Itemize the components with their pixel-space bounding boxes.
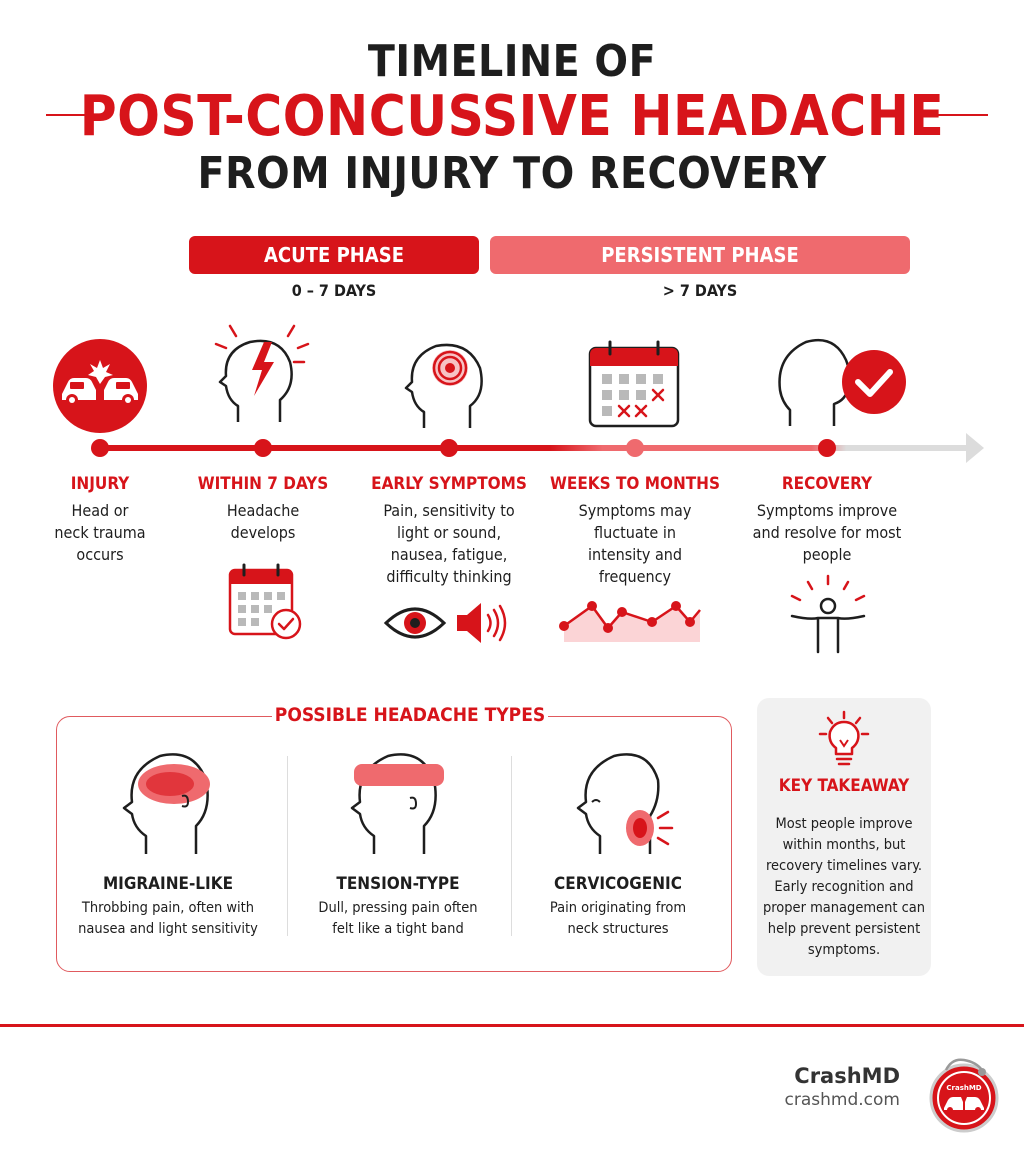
- logo-text: CrashMD: [946, 1084, 982, 1092]
- stage-within-7-days: [178, 474, 348, 544]
- stage-early-symptoms: [364, 474, 534, 588]
- timeline-dot-recovery: [817, 438, 837, 458]
- stage-description: Head or neck trauma occurs: [54, 501, 146, 564]
- crashmd-logo: [926, 1056, 1002, 1136]
- timeline-line: [0, 433, 1024, 463]
- stage-description: Symptoms may fluctuate in intensity and frequency: [578, 501, 692, 586]
- type-name: CERVICOGENIC: [554, 874, 682, 894]
- timeline-dot-injury: [90, 438, 110, 458]
- stage-title: WITHIN 7 DAYS: [197, 474, 329, 494]
- stage-description: Symptoms improve and resolve for most people: [752, 501, 902, 564]
- timeline-dot-within-7-days: [253, 438, 273, 458]
- key-takeaway-title: KEY TAKEAWAY: [778, 776, 910, 796]
- fluctuation-graph-icon: [560, 596, 704, 648]
- acute-phase-bar: ACUTE PHASE: [189, 236, 479, 274]
- type-description: Dull, pressing pain often felt like a tight band: [318, 900, 478, 937]
- stage-title: WEEKS TO MONTHS: [550, 474, 720, 494]
- head-target-icon: [404, 334, 494, 430]
- timeline-dot-weeks-to-months: [625, 438, 645, 458]
- head-checkmark-icon: [776, 336, 908, 428]
- head-lightning-icon: [208, 320, 318, 430]
- speaker-icon: [455, 601, 507, 645]
- title-line-3: FROM INJURY TO RECOVERY: [197, 148, 827, 199]
- neck-pain-head-icon: [570, 744, 680, 856]
- type-name: MIGRAINE-LIKE: [102, 874, 234, 894]
- headache-types-title: POSSIBLE HEADACHE TYPES: [272, 704, 548, 726]
- migraine-head-icon: [120, 744, 216, 856]
- stage-title: RECOVERY: [781, 474, 873, 494]
- brand-name: CrashMD: [794, 1064, 900, 1088]
- persistent-phase-bar: PERSISTENT PHASE: [490, 236, 910, 274]
- footer-divider: [0, 1024, 1024, 1027]
- type-name: TENSION-TYPE: [336, 874, 460, 894]
- type-tension: [288, 874, 508, 940]
- lightbulb-icon: [814, 710, 874, 770]
- stage-description: Pain, sensitivity to light or sound, nausea, fatigue, difficulty thinking: [383, 501, 515, 586]
- title-line-1: TIMELINE OF: [367, 36, 657, 87]
- stage-weeks-to-months: [550, 474, 720, 588]
- calendar-icon: [588, 340, 680, 428]
- person-celebrating-icon: [778, 574, 878, 654]
- type-cervicogenic: [508, 874, 728, 940]
- persistent-phase-days: > 7 DAYS: [662, 281, 738, 300]
- tension-head-icon: [348, 744, 444, 856]
- type-description: Pain originating from neck structures: [549, 900, 687, 937]
- stage-title: INJURY: [70, 474, 130, 494]
- timeline-dot-early-symptoms: [439, 438, 459, 458]
- type-description: Throbbing pain, often with nausea and light sensitivity: [78, 900, 258, 937]
- type-migraine: [58, 874, 278, 940]
- stage-injury: [15, 474, 185, 566]
- title-line-2: POST-CONCUSSIVE HEADACHE: [79, 84, 945, 149]
- key-takeaway-text: Most people improve within months, but recovery timelines vary. Early recognition and proper management can help prevent persistent symptoms.: [762, 816, 926, 958]
- stage-title: EARLY SYMPTOMS: [371, 474, 527, 494]
- brand-url[interactable]: crashmd.com: [784, 1090, 900, 1110]
- stage-recovery: [742, 474, 912, 566]
- acute-phase-days: 0 – 7 DAYS: [291, 281, 377, 300]
- stage-description: Headache develops: [226, 501, 300, 542]
- calendar-check-icon: [226, 562, 302, 642]
- eye-icon: [384, 603, 446, 643]
- car-collision-icon: [52, 338, 148, 434]
